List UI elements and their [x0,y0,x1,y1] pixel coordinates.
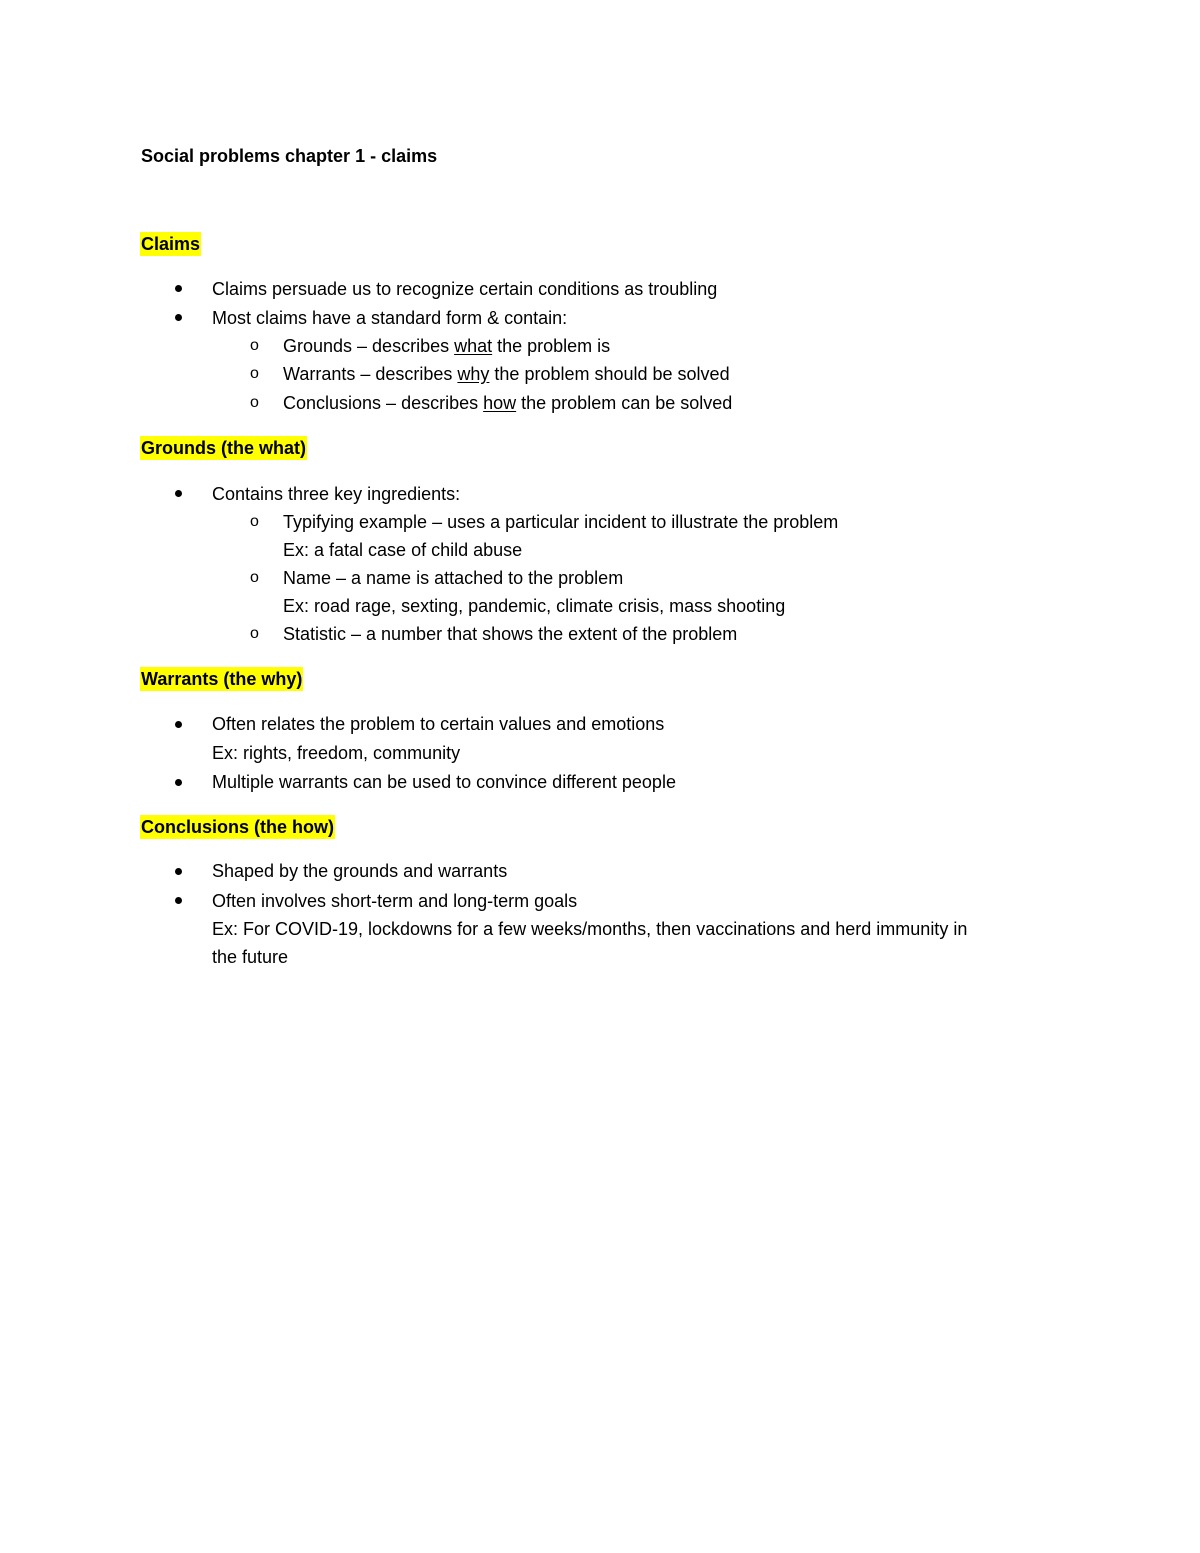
underlined-word: how [483,393,517,413]
bullet-icon [175,868,182,875]
grounds-bullet-1: Contains three key ingredients: [212,484,461,504]
text-segment: Conclusions – describes [283,393,484,413]
bullet-icon [175,897,182,904]
heading-grounds: Grounds (the what) [141,438,306,458]
bullet-icon [175,285,182,292]
document-title: Social problems chapter 1 - claims [141,146,438,166]
circle-bullet-icon: o [250,625,259,642]
claims-sub-bullet-conclusions [283,391,732,415]
bullet-icon [175,721,182,728]
text-segment: the problem is [492,336,611,356]
claims-bullet-2: Most claims have a standard form & contain: [212,308,568,328]
conclusions-example-line-1: Ex: For COVID-19, lockdowns for a few weeks/months, then vaccinations and herd immunity in [212,919,968,939]
text-segment: the problem can be solved [516,393,733,413]
warrants-bullet-1: Often relates the problem to certain values and emotions [212,714,665,734]
claims-sub-bullet-grounds [283,334,610,358]
claims-sub-bullet-warrants [283,362,730,386]
bullet-icon [175,490,182,497]
heading-warrants: Warrants (the why) [141,669,303,689]
circle-bullet-icon: o [250,569,259,586]
circle-bullet-icon: o [250,337,259,354]
warrants-bullet-2: Multiple warrants can be used to convince different people [212,772,676,792]
circle-bullet-icon: o [250,394,259,411]
heading-conclusions: Conclusions (the how) [141,817,334,837]
circle-bullet-icon: o [250,513,259,530]
grounds-sub-bullet-statistic: Statistic – a number that shows the extent of the problem [283,624,738,644]
grounds-example-typifying: Ex: a fatal case of child abuse [283,540,523,560]
conclusions-bullet-2: Often involves short-term and long-term goals [212,891,578,911]
warrants-example-1: Ex: rights, freedom, community [212,743,461,763]
heading-claims: Claims [141,234,201,254]
conclusions-bullet-1: Shaped by the grounds and warrants [212,861,508,881]
bullet-icon [175,779,182,786]
circle-bullet-icon: o [250,365,259,382]
conclusions-example-line-2: the future [212,947,289,967]
bullet-icon [175,314,182,321]
grounds-example-name: Ex: road rage, sexting, pandemic, climate crisis, mass shooting [283,596,786,616]
underlined-word: what [454,336,493,356]
text-segment: Warrants – describes [283,364,458,384]
claims-bullet-1: Claims persuade us to recognize certain conditions as troubling [212,279,718,299]
text-segment: the problem should be solved [489,364,730,384]
underlined-word: why [457,364,490,384]
grounds-sub-bullet-name: Name – a name is attached to the problem [283,568,624,588]
text-segment: Grounds – describes [283,336,455,356]
grounds-sub-bullet-typifying: Typifying example – uses a particular incident to illustrate the problem [283,512,839,532]
